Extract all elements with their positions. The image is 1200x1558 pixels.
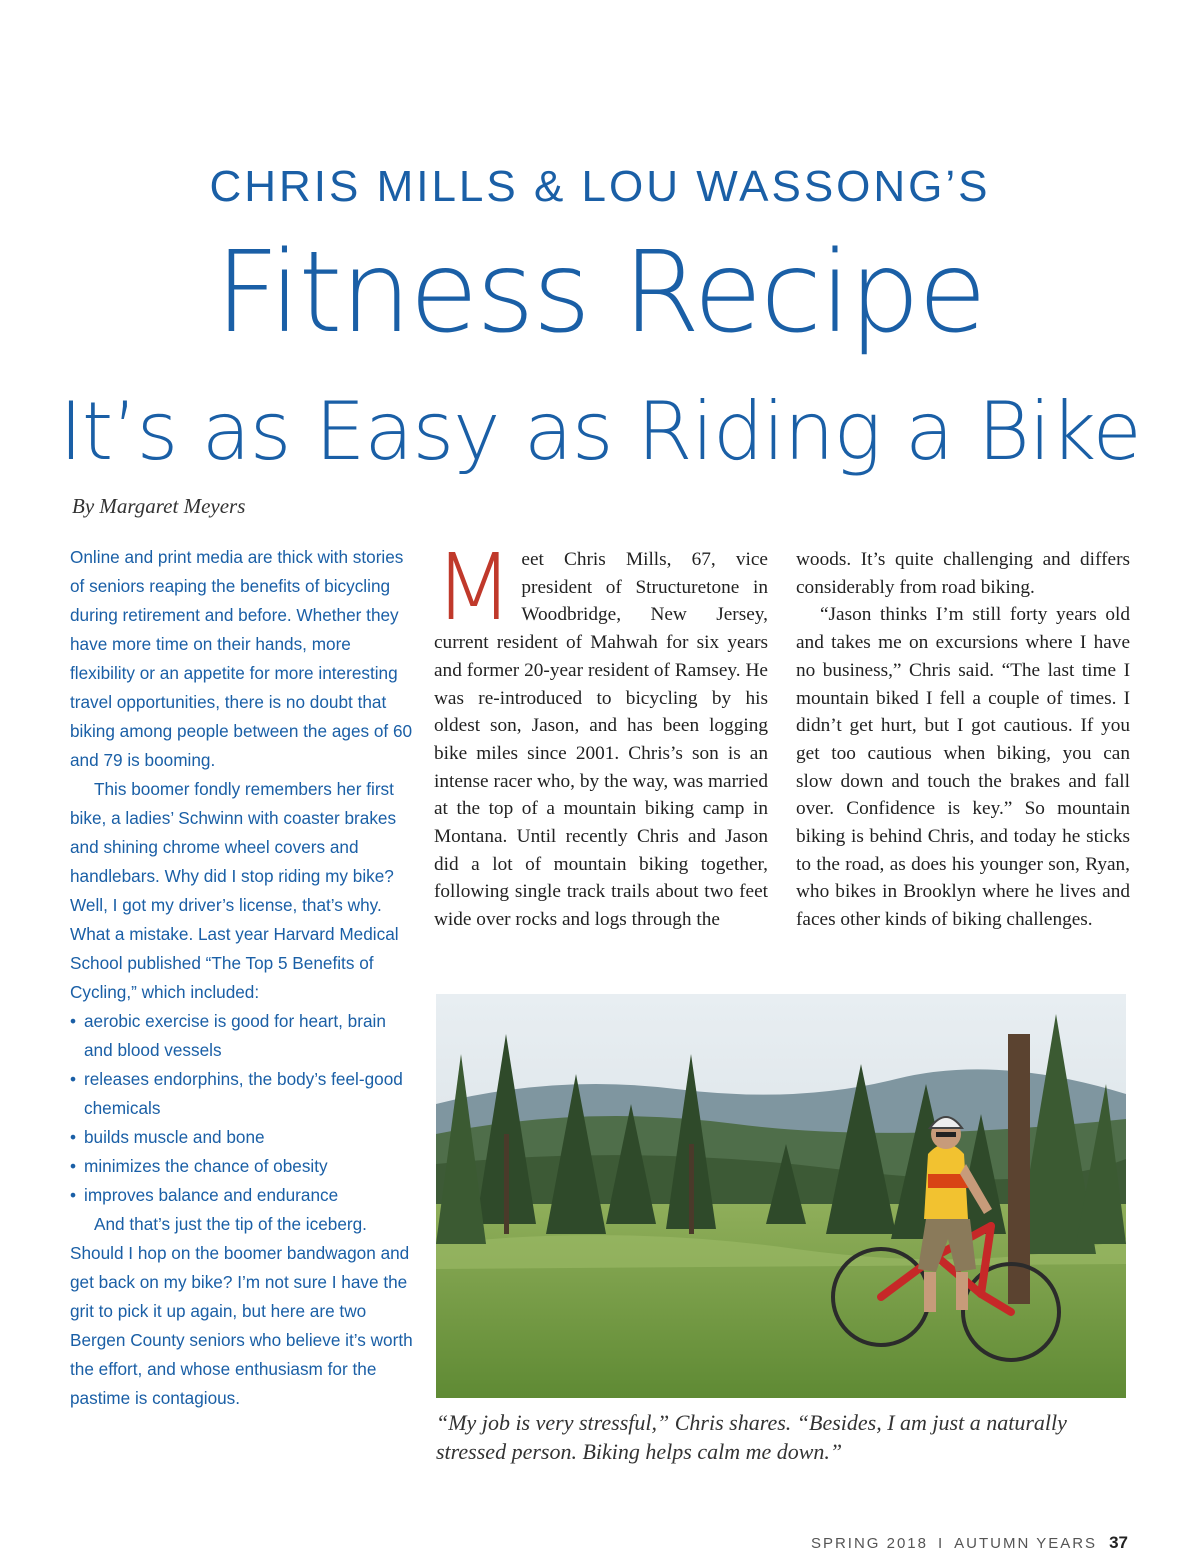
bullet-icon: • [70, 1156, 77, 1176]
list-item-text: minimizes the chance of obesity [84, 1156, 328, 1176]
article-title: Fitness Recipe [215, 228, 985, 358]
list-item [70, 1181, 415, 1210]
benefits-list [70, 1007, 415, 1210]
footer-separator: I [937, 1535, 945, 1552]
article-column-1 [434, 534, 768, 934]
sidebar-column [70, 543, 415, 1413]
issue-label: SPRING 2018 [810, 1535, 928, 1552]
article-column-2 [796, 546, 1130, 934]
byline: By Margaret Meyers [72, 494, 246, 518]
list-item-text: aerobic exercise is good for heart, brain and blood vessels [84, 1011, 386, 1060]
bullet-icon: • [70, 1127, 77, 1147]
drop-cap: M [434, 534, 514, 641]
list-item [70, 1065, 415, 1123]
article-subtitle: It’s as Easy as Riding a Bike [59, 385, 1141, 478]
page-footer [811, 1533, 1128, 1553]
article-paragraph-1: eet Chris Mills, 67, vice president of Structuretone in Woodbridge, New Jersey, current resident of Mahwah for six years and former 20-year resident of Ramsey. He was re-introduced to bicycling by his oldest son, Jason, and has been logging bike miles since 2001. Chris’s son is an intense racer who, by the way, was married at the top of a mountain biking camp in Montana. Until recently Chris and Jason did a lot of mountain biking together, following single track trails about two feet wide over rocks and logs through the [434, 549, 768, 931]
bullet-icon: • [70, 1011, 77, 1031]
publication-name: AUTUMN YEARS [954, 1535, 1098, 1552]
bullet-icon: • [70, 1185, 77, 1205]
photo-caption: “My job is very stressful,” Chris shares. “Besides, I am just a naturally stressed person. Biking helps calm me down.” [436, 1410, 1067, 1464]
list-item-text: builds muscle and bone [84, 1127, 265, 1147]
article-paragraph-2: woods. It’s quite challenging and differs considerably from road biking. [796, 549, 1130, 598]
article-paragraph-3: “Jason thinks I’m still forty years old and takes me on excursions where I have no business,” Chris said. “The last time I mountain biked I fell a couple of times. I didn’t get hurt, but I got cautious. If you get too cautious when biking, you can slow down and touch the brakes and fall over. Confidence is key.” So mountain biking is behind Chris, and today he sticks to the road, as does his younger son, Ryan, who bikes in Brooklyn where he lives and faces other kinds of biking challenges. [796, 604, 1130, 931]
list-item [70, 1123, 415, 1152]
list-item [70, 1152, 415, 1181]
page-number: 37 [1109, 1533, 1128, 1552]
list-item-text: releases endorphins, the body’s feel-good chemicals [84, 1069, 403, 1118]
list-item-text: improves balance and endurance [84, 1185, 339, 1205]
sidebar-paragraph-2: This boomer fondly remembers her first bike, a ladies’ Schwinn with coaster brakes and shining chrome wheel covers and handlebars. Why did I stop riding my bike? Well, I got my driver’s license, that’s why. What a mistake. Last year Harvard Medical School published “The Top 5 Benefits of Cycling,” which included: [70, 779, 399, 1002]
mountain-biker-photo [436, 994, 1126, 1398]
bullet-icon: • [70, 1069, 77, 1089]
article-kicker: CHRIS MILLS & LOU WASSONG’S [209, 162, 991, 211]
list-item [70, 1007, 415, 1065]
sidebar-paragraph-3: And that’s just the tip of the iceberg. Should I hop on the boomer bandwagon and get back on my bike? I’m not sure I have the grit to pick it up again, but here are two Bergen County seniors who believe it’s worth the effort, and whose enthusiasm for the pastime is contagious. [70, 1214, 413, 1408]
sidebar-paragraph-1: Online and print media are thick with stories of seniors reaping the benefits of bicycling during retirement and before. Whether they have more time on their hands, more flexibility or an appetite for more interesting travel opportunities, there is no doubt that biking among people between the ages of 60 and 79 is booming. [70, 547, 413, 770]
